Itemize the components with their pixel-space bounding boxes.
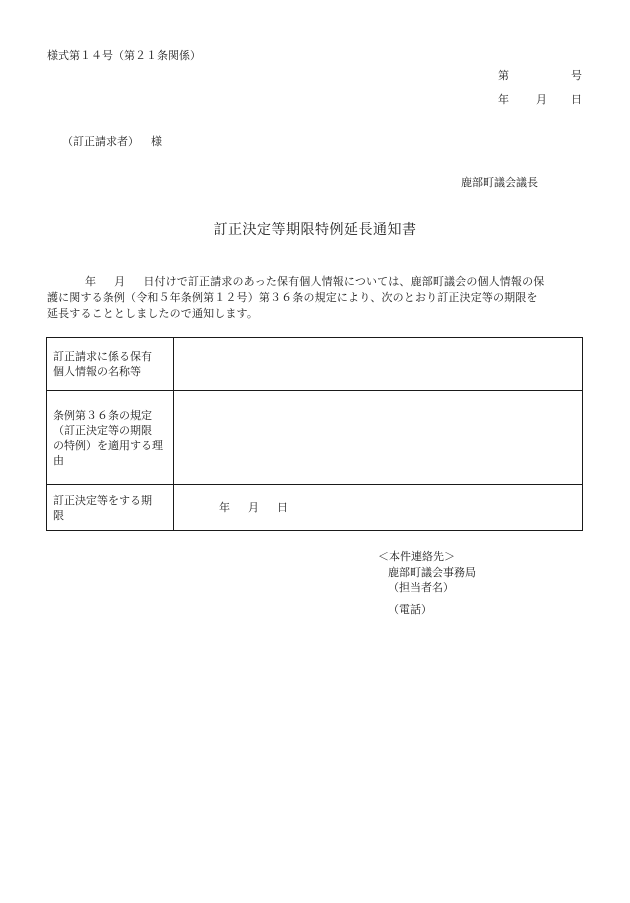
body-month: 月	[114, 275, 126, 288]
issue-date-month: 月	[536, 93, 547, 106]
addressee-name: （訂正請求者）	[62, 135, 139, 148]
notice-body-line-2: 護に関する条例（令和５年条例第１２号）第３６条の規定により、次のとおり訂正決定等の期限を	[47, 291, 538, 304]
document-number-suffix: 号	[571, 69, 582, 82]
contact-heading: ＜本件連絡先＞	[378, 550, 455, 563]
document-number-label: 第	[498, 69, 509, 82]
contact-office: 鹿部町議会事務局	[388, 565, 476, 579]
issue-date-day: 日	[571, 93, 582, 106]
row-value-info-name	[174, 338, 583, 391]
addressee	[62, 133, 162, 149]
body-year: 年	[85, 275, 97, 288]
document-title: 訂正決定等期限特例延長通知書	[213, 222, 417, 238]
notice-body-line-1	[47, 274, 585, 290]
row-label-deadline: 訂正決定等をする期 限	[47, 485, 174, 531]
row-label-reason: 条例第３６条の規定 （訂正決定等の期限 の特例）を適用する理 由	[47, 391, 174, 485]
table-row	[47, 391, 583, 485]
deadline-year: 年	[219, 501, 230, 514]
deadline-month: 月	[248, 501, 259, 514]
addressee-honorific: 様	[151, 135, 162, 148]
deadline-day: 日	[277, 501, 288, 514]
sender: 鹿部町議会議長	[461, 176, 538, 189]
notice-body-line-3: 延長することとしましたので通知します。	[47, 307, 258, 320]
row-value-deadline	[174, 485, 583, 531]
contact-person: （担当者名）	[388, 581, 454, 594]
body-line1-text: 日付けで訂正請求のあった保有個人情報については、鹿部町議会の個人情報の保	[143, 275, 545, 288]
table-row	[47, 485, 583, 531]
notice-body	[47, 274, 585, 322]
form-number: 様式第１４号（第２１条関係）	[47, 49, 201, 62]
table-row	[47, 338, 583, 391]
notice-table	[46, 337, 583, 531]
row-label-info-name: 訂正請求に係る保有 個人情報の名称等	[47, 338, 174, 391]
contact-block	[378, 549, 476, 617]
row-value-reason	[174, 391, 583, 485]
contact-tel: （電話）	[388, 602, 432, 616]
issue-date-year: 年	[498, 93, 509, 106]
